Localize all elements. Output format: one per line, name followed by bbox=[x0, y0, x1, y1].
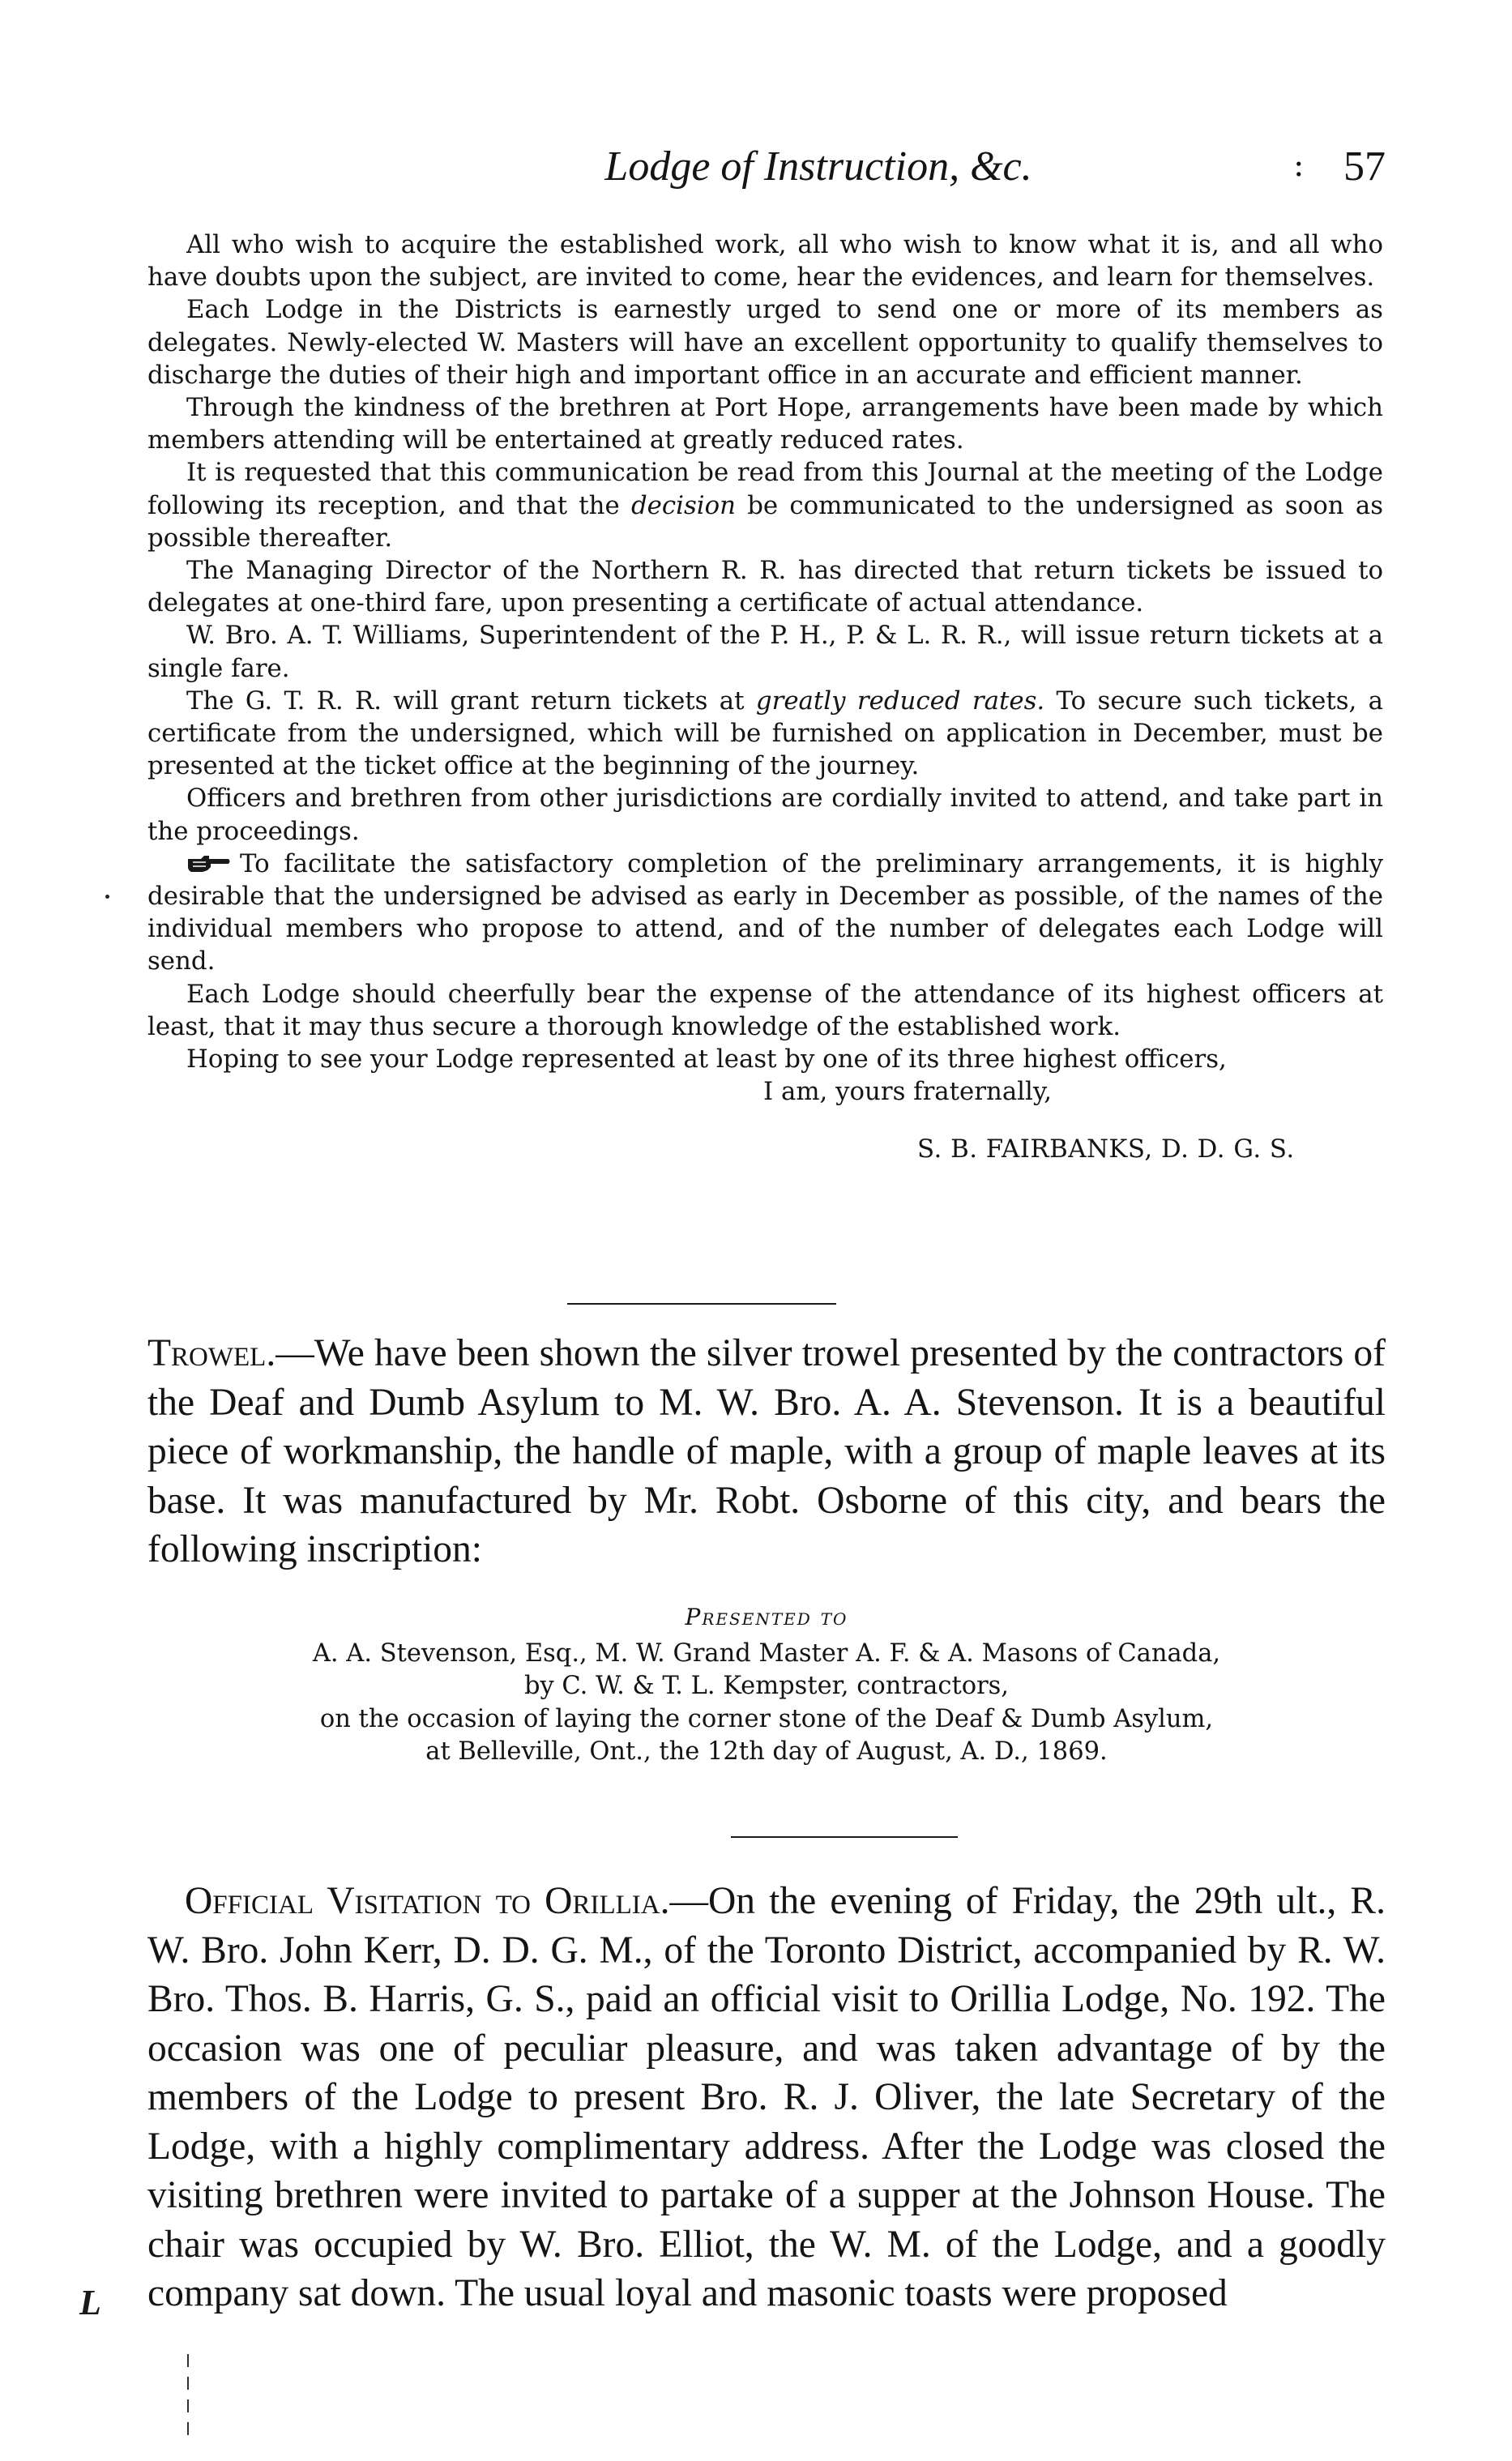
inscription-line: by C. W. & T. L. Kempster, contractors, bbox=[523, 1672, 1009, 1700]
signature-line: S. B. FAIRBANKS, D. D. G. S. bbox=[917, 1134, 1295, 1164]
request-text-after: be communicated to the undersigned as soon as possible thereafter. bbox=[147, 490, 1383, 553]
closing-line: I am, yours fraternally, bbox=[763, 1077, 1052, 1107]
page-number: 57 bbox=[1343, 143, 1386, 190]
gtr-paragraph bbox=[147, 685, 1383, 783]
request-italic: decision bbox=[630, 490, 737, 520]
trowel-inscription bbox=[147, 1601, 1386, 1769]
header-separator: : bbox=[1293, 147, 1305, 184]
officers-paragraph: Officers and brethren from other jurisdictions are cordially invited to attend, and take part in the proceedings. bbox=[147, 784, 1383, 846]
trowel-heading: Trowel. bbox=[147, 1332, 276, 1374]
pointing-hand-icon bbox=[186, 852, 232, 875]
section-divider-rule bbox=[731, 1836, 958, 1838]
running-header bbox=[146, 143, 1386, 207]
section-divider-rule bbox=[567, 1303, 836, 1305]
facilitate-text: To facilitate the satisfactory completion of the preliminary arrangements, it is highly desirable that the undersigned be advised as early in December as possible, of the names of the individual members who propose to attend, and of the number of delegates each Lodge will send. bbox=[147, 848, 1383, 976]
gutter-marks bbox=[187, 2354, 189, 2443]
circular-paragraph: All who wish to acquire the established work, all who wish to know what it is, and all who have doubts upon the subject, are invited to come, hear the evidences, and learn for themselves. bbox=[147, 230, 1383, 293]
williams-paragraph: W. Bro. A. T. Williams, Superintendent of the P. H., P. & L. R. R., will issue return tickets at a single fare. bbox=[147, 621, 1383, 683]
northern-railroad-paragraph: The Managing Director of the Northern R. R. has directed that return tickets be issued to delegates at one-third fare, upon presenting a certificate of actual attendance. bbox=[147, 556, 1383, 618]
margin-annotation: L bbox=[79, 2283, 101, 2322]
visitation-text: —On the evening of Friday, the 29th ult., R. W. Bro. John Kerr, D. D. G. M., of the Toronto District, accompanied by R. W. Bro. Thos. B. Harris, G. S., paid an official visit to Orillia Lodge, No. 192. The occasion was one of peculiar pleasure, and was taken advantage of by the members of the Lodge to present Bro. R. J. Oliver, the late Secretary of the Lodge, with a highly complimentary address. After the Lodge was closed the visiting brethren were invited to partake of a supper at the Johnson House. The chair was occupied by W. Bro. Elliot, the W. M. of the Lodge, and a goodly company sat down. The usual loyal and masonic toasts were proposed bbox=[147, 1880, 1386, 2314]
gtr-text-after: To secure such tickets, a certificate from the undersigned, which will be furnished on application in December, must be presented at the ticket office at the beginning of the journey. bbox=[147, 686, 1383, 781]
hoping-paragraph: Hoping to see your Lodge represented at least by one of its three highest officers, bbox=[186, 1045, 1227, 1075]
circular-paragraph: Through the kindness of the brethren at Port Hope, arrangements have been made by which members attending will be entertained at greatly reduced rates. bbox=[147, 393, 1383, 455]
request-text-before: It is requested that this communication be read from this Journal at the meeting of the Lodge following its reception, and that the bbox=[147, 458, 1383, 520]
inscription-line: at Belleville, Ont., the 12th day of August, A. D., 1869. bbox=[425, 1737, 1108, 1766]
inscription-line: A. A. Stevenson, Esq., M. W. Grand Master A. F. & A. Masons of Canada, bbox=[312, 1639, 1221, 1668]
trowel-paragraph bbox=[147, 1329, 1386, 1574]
gtr-italic: greatly reduced rates. bbox=[755, 686, 1045, 716]
visitation-paragraph bbox=[147, 1877, 1386, 2318]
facilitate-paragraph bbox=[147, 848, 1383, 978]
circular-letter bbox=[147, 229, 1383, 1190]
request-paragraph bbox=[147, 456, 1383, 554]
visitation-heading: Official Visitation to Orillia. bbox=[185, 1880, 670, 1922]
visitation-article bbox=[147, 1877, 1386, 2318]
expense-paragraph: Each Lodge should cheerfully bear the expense of the attendance of its highest officers at least, that it may thus secure a thorough knowledge of the established work. bbox=[147, 979, 1383, 1041]
circular-paragraph: Each Lodge in the Districts is earnestly urged to send one or more of its members as delegates. Newly-elected W. Masters will have an excellent opportunity to qualify themselves to discharge the duties of their high and important office in an accurate and efficient manner. bbox=[147, 295, 1383, 390]
inscription-line: on the occasion of laying the corner stone of the Deaf & Dumb Asylum, bbox=[319, 1704, 1214, 1733]
inscription-heading: Presented to bbox=[685, 1604, 848, 1630]
gtr-text-before: The G. T. R. R. will grant return tickets at bbox=[186, 686, 756, 716]
header-title: Lodge of Instruction, &c. bbox=[604, 143, 1032, 190]
margin-dot bbox=[105, 895, 109, 899]
trowel-text: —We have been shown the silver trowel presented by the contractors of the Deaf and Dumb Asylum to M. W. Bro. A. A. Stevenson. It is a beautiful piece of workmanship, the handle of maple, with a group of maple leaves at its base. It was manufactured by Mr. Robt. Osborne of this city, and bears the following inscription: bbox=[147, 1332, 1386, 1570]
trowel-article bbox=[147, 1329, 1386, 1574]
